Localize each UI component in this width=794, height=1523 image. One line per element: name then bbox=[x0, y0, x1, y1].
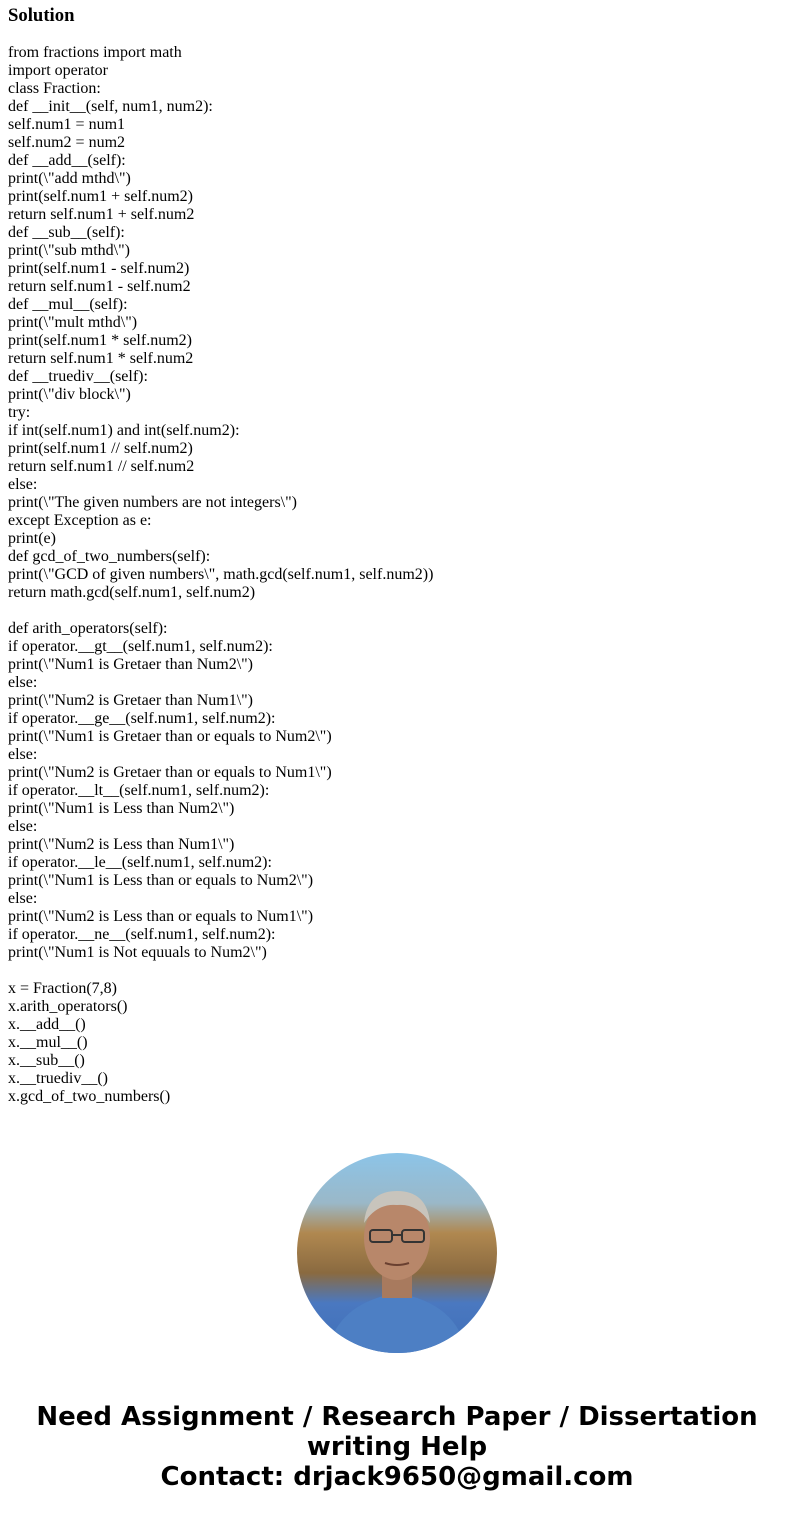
solution-heading: Solution bbox=[8, 5, 75, 26]
code-line: self.num1 = num1 bbox=[8, 116, 126, 133]
person-portrait-icon bbox=[297, 1153, 497, 1353]
code-line: print(\"mult mthd\") bbox=[8, 314, 138, 331]
code-line: x.__truediv__() bbox=[8, 1070, 108, 1087]
code-line: print(\"Num2 is Less than or equals to Num1\") bbox=[8, 908, 314, 925]
author-photo bbox=[297, 1153, 497, 1353]
code-line: if int(self.num1) and int(self.num2): bbox=[8, 422, 240, 439]
code-line: else: bbox=[8, 890, 38, 907]
code-line: x = Fraction(7,8) bbox=[8, 980, 117, 997]
code-line: x.__mul__() bbox=[8, 1034, 88, 1051]
code-line bbox=[8, 962, 433, 980]
code-line: print(\"add mthd\") bbox=[8, 170, 131, 187]
code-line: x.__add__() bbox=[8, 1016, 86, 1033]
code-line: def __add__(self): bbox=[8, 152, 126, 169]
code-line: def __init__(self, num1, num2): bbox=[8, 98, 213, 115]
code-line: print(e) bbox=[8, 530, 56, 547]
code-line: else: bbox=[8, 746, 38, 763]
code-line: def __sub__(self): bbox=[8, 224, 125, 241]
code-line: return self.num1 + self.num2 bbox=[8, 206, 195, 223]
code-line: print(\"Num1 is Gretaer than Num2\") bbox=[8, 656, 254, 673]
code-line: print(\"Num1 is Gretaer than or equals to Num2\") bbox=[8, 728, 332, 745]
code-line: x.__sub__() bbox=[8, 1052, 85, 1069]
code-line: print(\"Num1 is Less than Num2\") bbox=[8, 800, 235, 817]
code-line: return self.num1 // self.num2 bbox=[8, 458, 195, 475]
code-line: print(\"Num1 is Not equuals to Num2\") bbox=[8, 944, 267, 961]
code-block bbox=[8, 44, 433, 1106]
contact-banner bbox=[0, 1402, 794, 1492]
code-line: print(\"Num2 is Less than Num1\") bbox=[8, 836, 235, 853]
code-line: if operator.__gt__(self.num1, self.num2): bbox=[8, 638, 273, 655]
code-line: if operator.__le__(self.num1, self.num2): bbox=[8, 854, 272, 871]
code-line: import operator bbox=[8, 62, 108, 79]
code-line: print(\"sub mthd\") bbox=[8, 242, 130, 259]
code-line: print(\"div block\") bbox=[8, 386, 131, 403]
code-line: print(self.num1 + self.num2) bbox=[8, 188, 193, 205]
code-line: try: bbox=[8, 404, 31, 421]
code-line: return self.num1 * self.num2 bbox=[8, 350, 194, 367]
code-line: return math.gcd(self.num1, self.num2) bbox=[8, 584, 256, 601]
code-line: x.arith_operators() bbox=[8, 998, 128, 1015]
banner-line-1: Need Assignment / Research Paper / Dissertation bbox=[36, 1402, 758, 1432]
banner-line-2: writing Help bbox=[306, 1432, 488, 1462]
code-line: print(\"The given numbers are not integers\") bbox=[8, 494, 297, 511]
code-line: print(\"Num2 is Gretaer than Num1\") bbox=[8, 692, 254, 709]
code-line: self.num2 = num2 bbox=[8, 134, 126, 151]
code-line: x.gcd_of_two_numbers() bbox=[8, 1088, 171, 1105]
code-line: print(\"Num1 is Less than or equals to Num2\") bbox=[8, 872, 314, 889]
code-line bbox=[8, 602, 433, 620]
code-line: def __truediv__(self): bbox=[8, 368, 148, 385]
code-line: else: bbox=[8, 818, 38, 835]
code-line: def arith_operators(self): bbox=[8, 620, 168, 637]
code-line: class Fraction: bbox=[8, 80, 101, 97]
code-line: print(\"GCD of given numbers\", math.gcd(self.num1, self.num2)) bbox=[8, 566, 434, 583]
code-line: if operator.__ge__(self.num1, self.num2): bbox=[8, 710, 276, 727]
code-line: if operator.__ne__(self.num1, self.num2): bbox=[8, 926, 276, 943]
code-line: else: bbox=[8, 674, 38, 691]
code-line: def gcd_of_two_numbers(self): bbox=[8, 548, 211, 565]
code-line: print(self.num1 - self.num2) bbox=[8, 260, 190, 277]
code-line: def __mul__(self): bbox=[8, 296, 128, 313]
code-line: except Exception as e: bbox=[8, 512, 152, 529]
code-line: print(self.num1 * self.num2) bbox=[8, 332, 192, 349]
code-line: from fractions import math bbox=[8, 44, 182, 61]
code-line: print(\"Num2 is Gretaer than or equals to Num1\") bbox=[8, 764, 332, 781]
code-line: if operator.__lt__(self.num1, self.num2): bbox=[8, 782, 270, 799]
code-line: print(self.num1 // self.num2) bbox=[8, 440, 193, 457]
contact-email: Contact: drjack9650@gmail.com bbox=[160, 1462, 634, 1492]
code-line: return self.num1 - self.num2 bbox=[8, 278, 191, 295]
code-line: else: bbox=[8, 476, 38, 493]
